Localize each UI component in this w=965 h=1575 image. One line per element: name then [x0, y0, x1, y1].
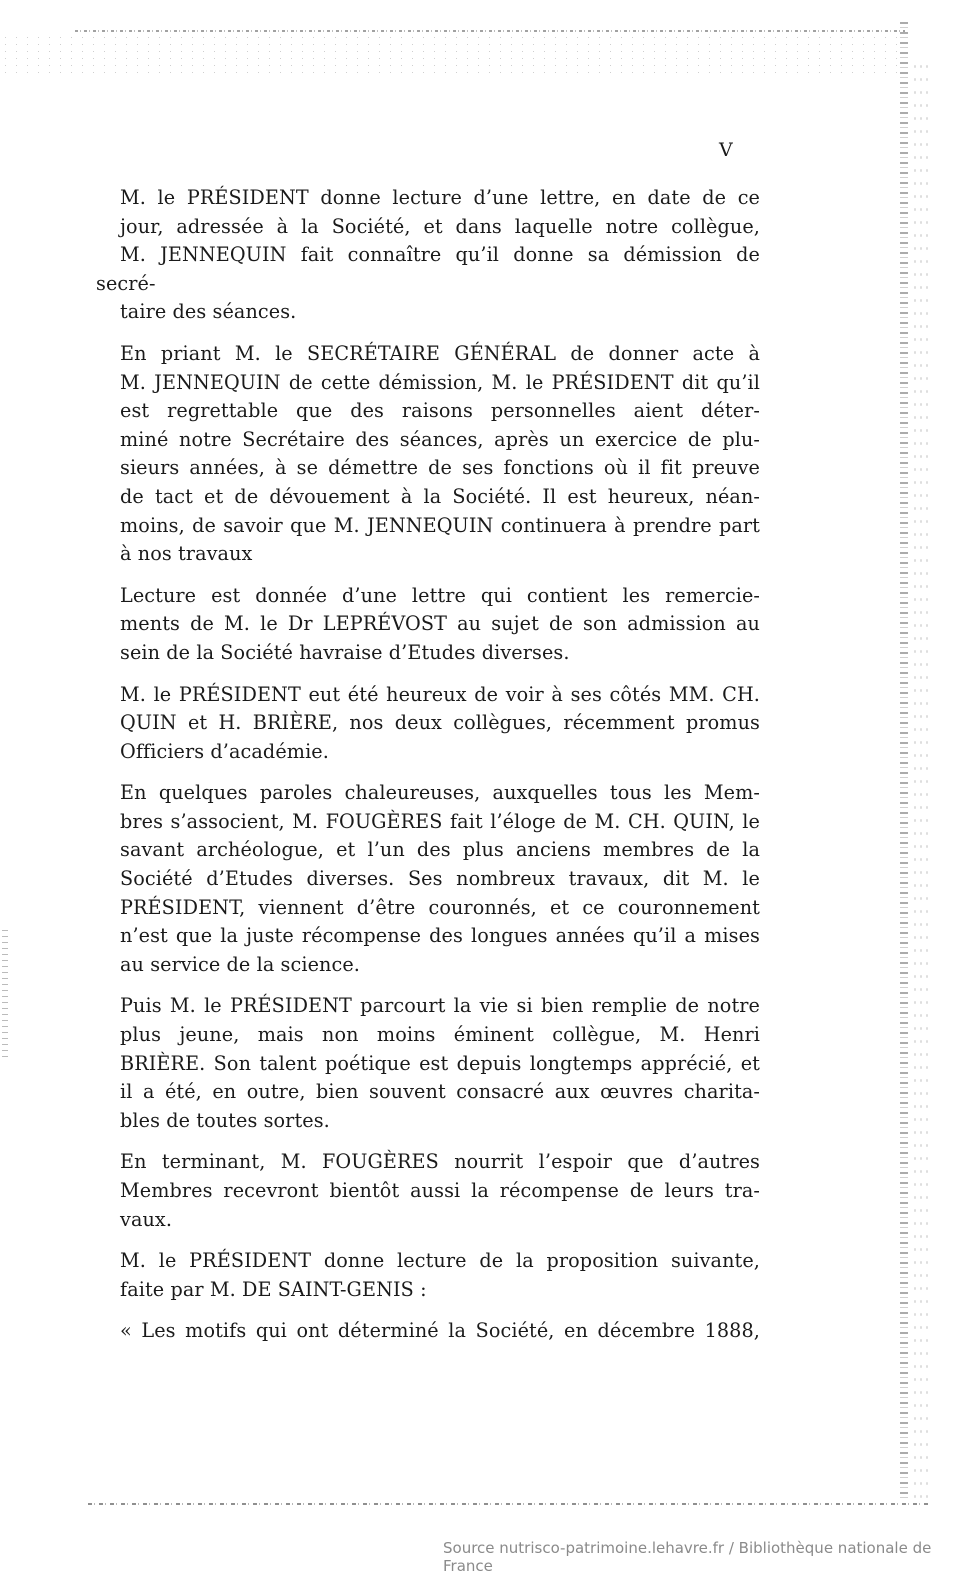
text-line: Société d’Etudes diverses. Ses nombreux travaux, dit M. le [120, 867, 760, 891]
text-line: PRÉSIDENT, viennent d’être couronnés, et ce couronnement [120, 895, 760, 919]
scan-edge-left [2, 930, 8, 1060]
text-line: M. JENNEQUIN de cette démission, M. le PRÉSIDENT dit qu’il [120, 370, 760, 394]
text-line: à nos travaux [120, 542, 253, 566]
text-line: M. le PRÉSIDENT eut été heureux de voir à ses côtés MM. CH. [120, 682, 760, 706]
paragraph-5 [96, 779, 760, 979]
text-line: miné notre Secrétaire des séances, après un exercice de plu- [120, 427, 760, 451]
text-line: moins, de savoir que M. JENNEQUIN continuera à prendre part [120, 513, 760, 537]
text-line: bres s’associent, M. FOUGÈRES fait l’éloge de M. CH. QUIN, le [120, 809, 760, 833]
scan-noise-top [0, 34, 905, 74]
paragraph-8 [96, 1247, 760, 1304]
text-line: sieurs années, à se démettre de ses fonctions où il fit preuve [120, 456, 760, 480]
paragraph-9-quote [96, 1317, 760, 1346]
source-attribution: Source nutrisco-patrimoine.lehavre.fr / Bibliothèque nationale de France [443, 1539, 932, 1575]
text-line: Membres recevront bientôt aussi la récompense de leurs tra- [120, 1179, 760, 1202]
scan-noise-right [912, 60, 932, 1500]
text-line: au service de la science. [120, 952, 361, 976]
paragraph-4 [96, 681, 760, 767]
text-line: En priant M. le SECRÉTAIRE GÉNÉRAL de donner acte à [120, 341, 760, 365]
text-line: il a été, en outre, bien souvent consacré aux œuvres charita- [120, 1080, 760, 1104]
text-line: En terminant, M. FOUGÈRES nourrit l’espoir que d’autres [120, 1150, 760, 1174]
text-line: plus jeune, mais non moins éminent collègue, M. Henri [120, 1023, 760, 1047]
text-line: Officiers d’académie. [120, 739, 329, 763]
text-line: BRIÈRE. Son talent poétique est depuis longtemps apprécié, et [120, 1051, 760, 1075]
text-line: sein de la Société havraise d’Etudes diverses. [120, 640, 570, 664]
text-line: En quelques paroles chaleureuses, auxquelles tous les Mem- [120, 781, 760, 805]
text-line: savant archéologue, et l’un des plus anciens membres de la [120, 838, 760, 862]
page-number: V [719, 139, 733, 161]
paragraph-7 [96, 1148, 760, 1234]
page-body [96, 184, 760, 1359]
text-line: taire des séances. [120, 300, 297, 324]
text-line: M. le PRÉSIDENT donne lecture de la proposition suivante, [120, 1249, 760, 1273]
text-line: « Les motifs qui ont déterminé la Société, en décembre 1888, [120, 1319, 760, 1343]
text-line: bles de toutes sortes. [120, 1108, 330, 1132]
text-line: Puis M. le PRÉSIDENT parcourt la vie si bien remplie de notre [120, 994, 760, 1018]
text-line: Lecture est donnée d’une lettre qui contient les remercie- [120, 583, 760, 607]
text-line: n’est que la juste récompense des longues années qu’il a mises [120, 924, 760, 948]
text-line: jour, adressée à la Société, et dans laquelle notre collègue, [120, 214, 760, 238]
text-line: faite par M. DE SAINT-GENIS : [120, 1277, 427, 1301]
scan-edge-bottom [88, 1503, 928, 1505]
paragraph-1 [96, 184, 760, 327]
text-line: vaux. [120, 1207, 173, 1231]
paragraph-6 [96, 992, 760, 1135]
scan-edge-right [900, 22, 908, 1502]
text-line: M. JENNEQUIN fait connaître qu’il donne sa démission de secré- [96, 243, 760, 295]
text-line: QUIN et H. BRIÈRE, nos deux collègues, récemment promus [120, 711, 760, 735]
text-line: M. le PRÉSIDENT donne lecture d’une lettre, en date de ce [120, 186, 760, 209]
paragraph-2 [96, 340, 760, 569]
text-line: est regrettable que des raisons personnelles aient déter- [120, 399, 760, 423]
scan-edge-top [75, 30, 905, 32]
text-line: ments de M. le Dr LEPRÉVOST au sujet de son admission au [120, 612, 760, 636]
paragraph-3 [96, 582, 760, 668]
text-line: de tact et de dévouement à la Société. Il est heureux, néan- [120, 484, 760, 508]
